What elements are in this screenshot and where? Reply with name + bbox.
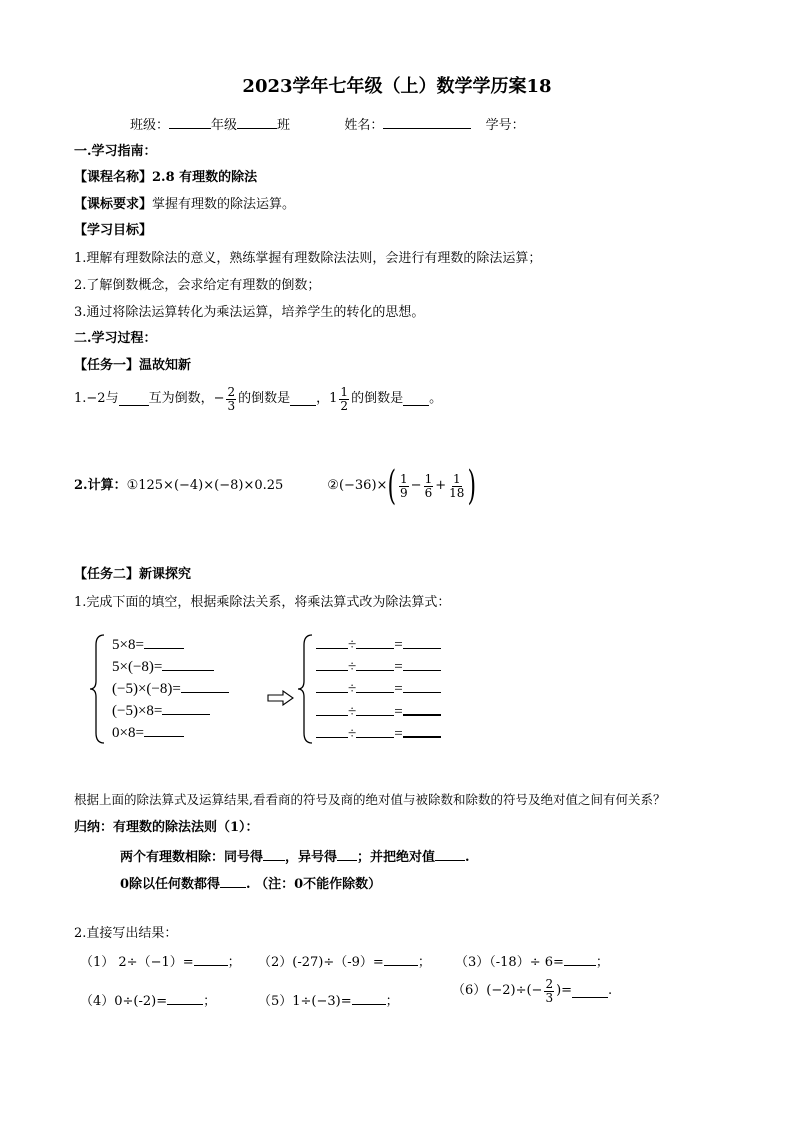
question-reciprocal: [74, 386, 442, 412]
compute-expression-b: ②(−36)×: [327, 478, 388, 494]
answer-blank[interactable]: [194, 953, 228, 966]
exercise-text: （5）1÷(−3)=: [258, 994, 352, 1009]
answer-blank[interactable]: [316, 633, 348, 649]
compute-label: 2.计算：: [74, 478, 127, 494]
multiplication-list: [112, 633, 229, 743]
equals-sign: =: [394, 681, 403, 697]
class-blank[interactable]: [237, 116, 277, 129]
div-row: [316, 721, 441, 743]
question-compute: [74, 463, 477, 509]
equals-sign: =: [394, 704, 403, 720]
numerator: 1: [400, 471, 408, 486]
fraction: [424, 473, 434, 499]
answer-blank[interactable]: [352, 992, 386, 1005]
exercise-item: [258, 953, 431, 971]
answer-blank[interactable]: [356, 722, 394, 738]
rule-text: ；并把绝对值: [357, 850, 436, 865]
fraction: [226, 386, 236, 412]
exercise-end: ；: [227, 955, 241, 970]
mult-row: [112, 633, 229, 655]
exercise-text: )=: [556, 983, 573, 999]
answer-blank[interactable]: [162, 655, 214, 671]
course-name-line: [74, 170, 257, 186]
exercise-item: [80, 953, 241, 971]
answer-blank[interactable]: [119, 393, 149, 406]
exercise-end: ；: [385, 994, 399, 1009]
mult-expression: 0×8=: [112, 725, 144, 741]
answer-blank[interactable]: [356, 700, 394, 716]
exercise-end: ；: [203, 994, 217, 1009]
rule-label: 归纳：有理数的除法法则（1）：: [74, 820, 259, 835]
exercise-end: .: [608, 983, 613, 999]
fraction: [544, 978, 554, 1004]
operator: −: [410, 478, 422, 494]
observation-question: 根据上面的除法算式及运算结果,看看商的符号及商的绝对值与被除数和除数的符号及绝对值之间有何关系？: [74, 792, 666, 807]
numerator: 1: [424, 471, 433, 486]
division-rule-1: [120, 848, 470, 866]
exercise-end: ；: [595, 955, 609, 970]
number-label: 学号：: [485, 118, 525, 133]
answer-blank[interactable]: [384, 953, 418, 966]
answer-blank[interactable]: [162, 699, 210, 715]
divide-sign: ÷: [348, 681, 357, 697]
rule-text: ，异号得: [285, 850, 338, 865]
rule-text: . （注：0不能作除数）: [246, 877, 382, 892]
answer-blank[interactable]: [403, 699, 441, 716]
numerator: 2: [227, 385, 236, 399]
equals-sign: =: [394, 637, 403, 653]
divide-sign: ÷: [348, 704, 357, 720]
section-heading-process: 二.学习过程：: [74, 331, 157, 346]
page-title: 2023学年七年级（上）数学学历案18: [242, 76, 552, 97]
q1-text: 。: [429, 391, 443, 407]
rule-text: 0除以任何数都得: [120, 877, 221, 892]
denominator: 18: [449, 485, 465, 500]
exercise-text: （4）0÷(-2)=: [80, 994, 168, 1009]
name-blank[interactable]: [383, 116, 471, 129]
divide-sign: ÷: [348, 726, 357, 742]
answer-blank[interactable]: [220, 875, 246, 888]
answer-blank[interactable]: [356, 677, 394, 693]
denominator: 3: [227, 398, 236, 413]
answer-blank[interactable]: [316, 677, 348, 693]
denominator: 6: [424, 485, 433, 500]
right-arrow-icon: [267, 690, 295, 706]
answer-blank[interactable]: [403, 721, 441, 738]
division-list: [316, 633, 441, 743]
class-label: 班级：: [130, 118, 170, 133]
div-row: [316, 633, 441, 655]
div-row: [316, 655, 441, 677]
q1-text: 互为倒数，−: [148, 391, 225, 407]
numerator: 1: [340, 385, 349, 399]
goal-item: 3.通过将除法运算转化为乘法运算，培养学生的转化的思想。: [74, 305, 425, 320]
task2-instruction: 1.完成下面的填空，根据乘除法关系，将乘法算式改为除法算式：: [74, 595, 451, 610]
exercise-end: ；: [417, 955, 431, 970]
goals-heading: 【学习目标】: [74, 223, 153, 238]
answer-blank[interactable]: [403, 633, 441, 649]
answer-blank[interactable]: [181, 677, 229, 693]
div-row: [316, 699, 441, 721]
mult-expression: (−5)×(−8)=: [112, 681, 181, 697]
answer-blank[interactable]: [316, 655, 348, 671]
goal-item: 1.理解有理数除法的意义，熟练掌握有理数除法法则，会进行有理数的除法运算；: [74, 251, 542, 266]
answer-blank[interactable]: [403, 677, 441, 693]
task2-bracket: 【任务二】: [74, 567, 140, 582]
grade-blank[interactable]: [169, 116, 211, 129]
answer-blank[interactable]: [403, 655, 441, 671]
fraction: [399, 473, 409, 499]
exercise-item: [452, 978, 612, 1004]
direct-results-label: 2.直接写出结果：: [74, 926, 178, 941]
answer-blank[interactable]: [435, 848, 465, 861]
fraction: [448, 473, 465, 499]
answer-blank[interactable]: [316, 700, 348, 716]
task1-bracket: 【任务一】: [74, 358, 140, 373]
answer-blank[interactable]: [144, 633, 184, 649]
task2-heading: [74, 567, 191, 583]
div-row: [316, 677, 441, 699]
answer-blank[interactable]: [290, 393, 316, 406]
rule-text: 两个有理数相除：同号得: [120, 850, 264, 865]
divide-sign: ÷: [348, 637, 357, 653]
exercise-text: （1） 2÷（−1）=: [80, 955, 194, 970]
mult-row: [112, 655, 229, 677]
name-label: 姓名：: [344, 118, 384, 133]
course-bracket: 【课程名称】: [74, 170, 153, 185]
division-rule-2: [120, 875, 381, 893]
exercise-item: [80, 992, 216, 1010]
right-paren: ): [467, 463, 477, 509]
task2-title: 新课探究: [139, 567, 192, 582]
right-side-brace: [296, 633, 316, 745]
denominator: 3: [545, 990, 554, 1005]
answer-blank[interactable]: [263, 848, 285, 861]
requirement-bracket: 【课标要求】: [74, 197, 153, 212]
mult-expression: (−5)×8=: [112, 703, 163, 719]
fraction: [339, 386, 349, 412]
task1-title: 温故知新: [139, 358, 192, 373]
mult-expression: 5×(−8)=: [112, 659, 163, 675]
answer-blank[interactable]: [564, 953, 596, 966]
goal-item: 2.了解倒数概念，会求给定有理数的倒数；: [74, 278, 321, 293]
answer-blank[interactable]: [572, 985, 608, 998]
left-paren: (: [387, 463, 397, 509]
mult-row: [112, 721, 229, 743]
requirement-text: 掌握有理数的除法运算。: [152, 197, 296, 212]
answer-blank[interactable]: [356, 655, 394, 671]
numerator: 2: [545, 977, 554, 991]
exercise-item: [455, 953, 609, 971]
rule-text: .: [465, 850, 470, 865]
answer-blank[interactable]: [167, 992, 203, 1005]
task1-heading: [74, 358, 191, 374]
exercise-text: （3）（-18）÷ 6=: [455, 955, 564, 970]
answer-blank[interactable]: [356, 633, 394, 649]
equals-sign: =: [394, 659, 403, 675]
denominator: 2: [340, 398, 349, 413]
grade-label: 年级: [211, 118, 238, 133]
section-heading-guide: 一.学习指南：: [74, 144, 157, 159]
student-info-line: [130, 116, 525, 134]
answer-blank[interactable]: [337, 848, 357, 861]
denominator: 9: [400, 485, 408, 500]
compute-expression-a: ①125×(−4)×(−8)×0.25: [126, 478, 284, 494]
ban-label: 班: [277, 118, 291, 133]
divide-sign: ÷: [348, 659, 357, 675]
exercise-text: （2）(-27)÷（-9）=: [258, 955, 384, 970]
mult-row: [112, 677, 229, 699]
q1-text: 的倒数是: [351, 391, 404, 407]
answer-blank[interactable]: [316, 722, 348, 738]
answer-blank[interactable]: [403, 393, 429, 406]
left-brace: [88, 633, 108, 745]
operator: +: [435, 478, 447, 494]
q1-text: ，1: [316, 391, 338, 407]
equals-sign: =: [394, 726, 403, 742]
exercise-item: [258, 992, 399, 1010]
q1-text: 1.−2与: [74, 391, 119, 407]
mult-expression: 5×8=: [112, 637, 144, 653]
mult-row: [112, 699, 229, 721]
q1-text: 的倒数是: [238, 391, 291, 407]
answer-blank[interactable]: [144, 721, 184, 737]
course-text: 2.8 有理数的除法: [152, 170, 258, 185]
exercise-text: （6）(−2)÷(−: [452, 983, 543, 999]
numerator: 1: [452, 471, 461, 486]
requirement-line: [74, 197, 295, 213]
